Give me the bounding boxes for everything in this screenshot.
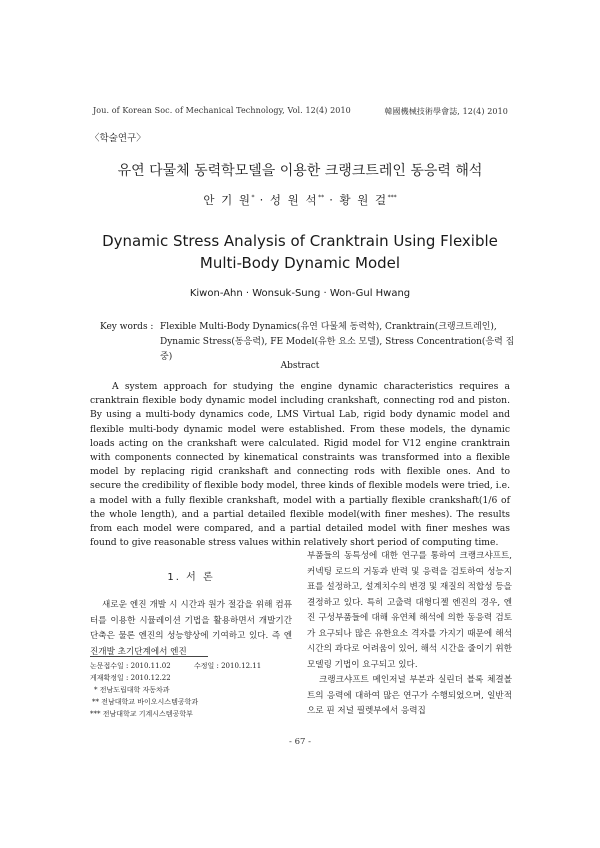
keywords-line-1: Flexible Multi-Body Dynamics(유연 다물체 동력학), Cranktrain(크랭크트레인),	[160, 322, 497, 332]
author-2-mark: **	[318, 194, 325, 202]
author-3: 황 원 걸	[339, 193, 388, 207]
journal-header-en: Jou. of Korean Soc. of Mechanical Technology, Vol. 12(4) 2010	[93, 106, 351, 115]
footnotes	[90, 660, 300, 720]
accepted-date: 게재확정일 : 2010.12.22	[90, 674, 171, 682]
keywords-label: Key words :	[100, 322, 154, 332]
author-separator: ·	[329, 193, 335, 207]
abstract-text: A system approach for studying the engine dynamic characteristics requires a cranktrain flexible body dynamic model including crankshaft, connecting rod and piston. By using a multi-body dynamics code, LMS Virtual Lab, rigid body dynamic model and flexible multi-body dynamic model were established. From these models, the dynamic loads acting on the crankshaft were calculated. Rigid model for V12 engine cranktrain with components connected by kinematical constraints was transformed into a flexible model by replacing rigid crankshaft and connecting rods with flexible ones. And to secure the credibility of flexible body model, three kinds of flexible models were tried, i.e. a model with a fully flexible crankshaft, model with a partially flexible crankshaft(1/6 of the whole length), and a partial detailed flexible model(with finer meshes). The results from each model were compared, and a partial detailed model with finer meshes was found to give reasonable stress values within relatively short period of computing time.	[90, 381, 510, 549]
affiliation-1: * 전남도립대학 자동차과	[94, 686, 170, 694]
authors-korean	[0, 192, 600, 208]
footnote-dates	[90, 660, 300, 672]
keywords-block	[100, 320, 520, 365]
affiliation-3: *** 전남대학교 기계시스템공학부	[90, 710, 193, 718]
paper-title-korean: 유연 다물체 동력학모델을 이용한 크랭크트레인 동응력 해석	[117, 163, 483, 179]
footnote-divider	[90, 656, 208, 657]
keywords-line-2: Dynamic Stress(동응력), FE Model(유한 요소 모델), Stress Concentration(응력 집중)	[160, 337, 515, 362]
right-paragraph-1: 부품들의 동특성에 대한 연구를 통하여 크랭크샤프트, 커넥팅 로드의 거동과 반력 및 응력을 검토하여 성능지표를 설정하고, 설계치수의 변경 및 재질의 적합성 등을 결정하고 있다. 특히 고출력 대형디젤 엔진의 경우, 엔진 구성부품들에 대해 유연체 해석에 의한 동응력 검토가 요구되나 많은 유한요소 격자를 가지기 때문에 해석 시간의 과다로 어려움이 있어, 해석 시간을 줄이기 위한 모델링 기법이 요구되고 있다.	[307, 551, 512, 670]
revised-date: 수정일 : 2010.12.11	[194, 662, 262, 670]
journal-header-ko: 韓國機械技術學會誌, 12(4) 2010	[384, 107, 508, 116]
section-1-heading: 1. 서 론	[167, 572, 215, 583]
body-text-left-column: 새로운 엔진 개발 시 시간과 원가 절감을 위해 컴퓨터를 이용한 시뮬레이션 기법을 활용하면서 개발기간 단축은 물론 엔진의 성능향상에 기여하고 있다. 즉 엔진개발 초기단계에서 엔진	[90, 600, 292, 657]
author-2: 성 원 석	[269, 193, 319, 207]
abstract-heading: Abstract	[280, 361, 320, 371]
author-1-mark: *	[251, 194, 255, 202]
received-date: 논문접수일 : 2010.11.02	[90, 662, 171, 670]
author-3-mark: ***	[387, 194, 397, 202]
paper-title-english	[0, 230, 600, 274]
body-text-right-column	[307, 549, 512, 720]
authors-english: Kiwon-Ahn · Wonsuk-Sung · Won-Gul Hwang	[189, 288, 411, 299]
page-number: - 67 -	[289, 737, 311, 747]
article-category: 〈학술연구〉	[90, 133, 146, 144]
right-paragraph-2: 크랭크샤프트 메인저널 부분과 실린더 블록 체결볼트의 응력에 대하여 많은 연구가 수행되었으며, 일반적으로 핀 저널 필렛부에서 응력집	[307, 675, 512, 716]
author-1: 안 기 원	[203, 193, 252, 207]
title-en-line-1: Dynamic Stress Analysis of Cranktrain Using Flexible	[102, 232, 498, 250]
author-separator: ·	[259, 193, 265, 207]
title-en-line-2: Multi-Body Dynamic Model	[199, 254, 401, 272]
affiliation-2: ** 전남대학교 바이오시스템공학과	[92, 698, 199, 706]
